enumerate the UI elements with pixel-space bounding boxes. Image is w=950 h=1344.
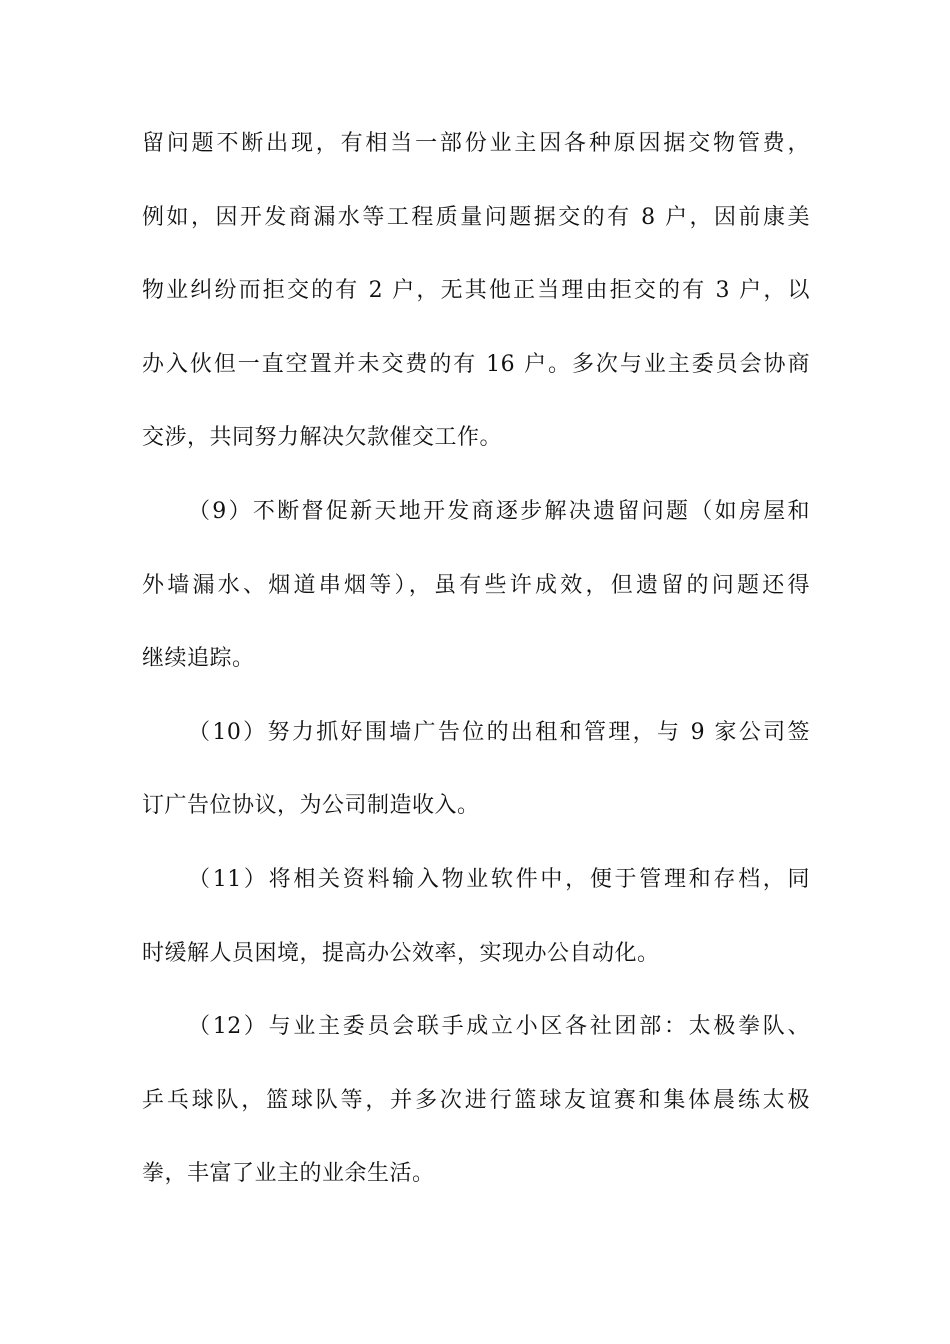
paragraph-12 <box>142 1007 810 1228</box>
paragraph-10 <box>142 713 810 860</box>
text-line: 时缓解人员困境，提高办公效率，实现办公自动化。 <box>142 940 660 966</box>
document-body <box>142 124 810 1228</box>
paragraph-8-continued <box>142 124 810 492</box>
text-line: 例如，因开发商漏水等工程质量问题据交的有 8 户，因前康美 <box>142 204 810 230</box>
text-line: 拳，丰富了业主的业余生活。 <box>142 1161 435 1187</box>
text-line: 订广告位协议，为公司制造收入。 <box>142 793 480 819</box>
text-line: 物业纠纷而拒交的有 2 户，无其他正当理由拒交的有 3 户，以 <box>142 278 810 304</box>
text-line: 交涉，共同努力解决欠款催交工作。 <box>142 425 503 451</box>
paragraph-9 <box>142 492 810 713</box>
text-line: 留问题不断出现，有相当一部份业主因各种原因据交物管费， <box>142 131 810 156</box>
text-line: （10）努力抓好围墙广告位的出租和管理，与 9 家公司签 <box>188 719 810 745</box>
text-line: （11）将相关资料输入物业软件中，便于管理和存档，同 <box>188 866 810 892</box>
text-line: 外墙漏水、烟道串烟等），虽有些许成效，但遗留的问题还得 <box>142 572 810 598</box>
text-line: （9）不断督促新天地开发商逐步解决遗留问题（如房屋和 <box>188 498 810 524</box>
text-line: 继续追踪。 <box>142 646 255 672</box>
text-line: 乒乓球队，篮球队等，并多次进行篮球友谊赛和集体晨练太极 <box>142 1087 810 1113</box>
text-line: 办入伙但一直空置并未交费的有 16 户。多次与业主委员会协商 <box>142 351 810 377</box>
paragraph-11 <box>142 860 810 1007</box>
text-line: （12）与业主委员会联手成立小区各社团部：太极拳队、 <box>188 1014 810 1040</box>
